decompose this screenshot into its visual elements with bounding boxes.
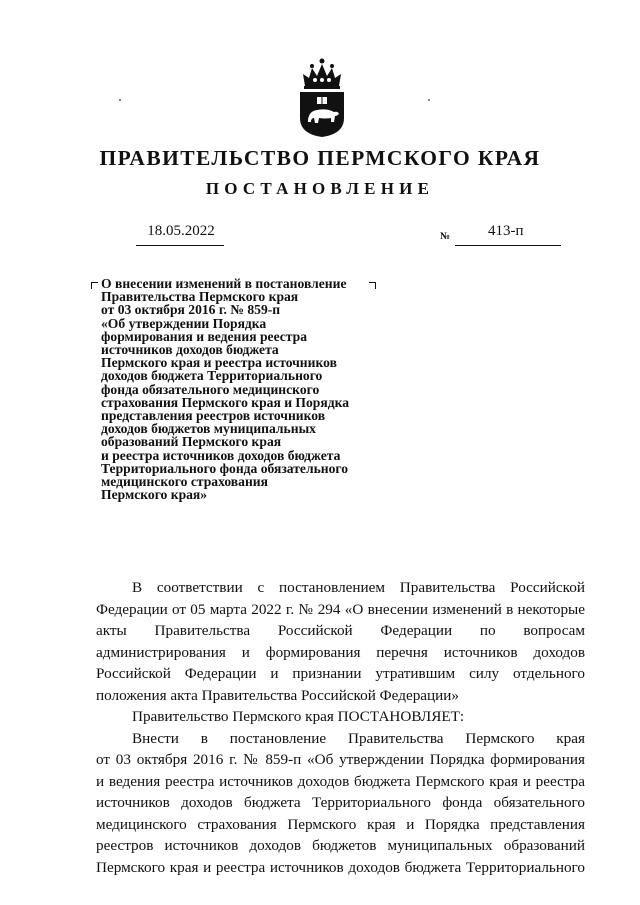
body-line: источников доходов бюджета Территориального фонда обязательного xyxy=(96,794,585,811)
subject-line: страхования Пермского края и Порядка xyxy=(101,394,350,410)
document-subject xyxy=(101,277,391,501)
body-line: администрирования и формирования перечня источников доходов xyxy=(96,643,585,661)
body-line: Пермского края и реестра источников доходов бюджета Территориального xyxy=(96,858,585,876)
body-line: положения акта Правительства Российской Федерации» xyxy=(96,686,460,704)
subject-line: фонда обязательного медицинского xyxy=(101,381,320,397)
date-underline xyxy=(136,245,224,246)
scan-speck xyxy=(428,99,430,101)
scan-speck xyxy=(119,99,121,101)
perm-krai-coat-of-arms-icon xyxy=(297,56,347,138)
subject-line: медицинского страхования xyxy=(101,474,268,490)
subject-line: источников доходов бюджета xyxy=(101,342,279,358)
body-line: Правительство Пермского края ПОСТАНОВЛЯЕТ: xyxy=(132,708,465,725)
subject-line: Пермского края и реестра источников xyxy=(101,355,337,371)
body-line: акты Правительства Российской Федерации по вопросам xyxy=(96,622,585,639)
number-underline xyxy=(455,245,561,246)
subject-line: формирования и ведения реестра xyxy=(101,328,308,344)
subject-line: доходов бюджетов муниципальных xyxy=(101,421,316,437)
subject-line: Правительства Пермского края xyxy=(101,289,299,305)
body-line: Внести в постановление Правительства Пермского края xyxy=(132,729,585,747)
subject-line: доходов бюджета Территориального xyxy=(101,368,323,384)
subject-line: представления реестров источников xyxy=(101,408,326,424)
body-line: Российской Федерации и признании утратившим силу отдельного xyxy=(96,665,585,682)
body-line: реестров источников доходов бюджетов муниципальных образований xyxy=(96,837,585,854)
body-line: В соответствии с постановлением Правительства Российской xyxy=(132,579,585,596)
body-line: от 03 октября 2016 г. № 859-п «Об утверждении Порядка формирования xyxy=(96,751,585,768)
subject-bracket-left xyxy=(91,282,98,289)
subject-line: «Об утверждении Порядка xyxy=(101,315,267,331)
subject-line: образований Пермского края xyxy=(101,434,282,450)
document-type-title: ПОСТАНОВЛЕНИЕ xyxy=(205,179,435,198)
document-date: 18.05.2022 xyxy=(147,223,215,239)
subject-line: Пермского края» xyxy=(101,487,208,503)
body-line: и ведения реестра источников доходов бюджета Пермского края и реестра xyxy=(96,772,585,790)
subject-line: и реестра источников доходов бюджета xyxy=(101,447,341,463)
body-line: Федерации от 05 марта 2022 г. № 294 «О внесении изменений в некоторые xyxy=(96,600,585,618)
document-number: 413-п xyxy=(488,223,524,239)
subject-line: Территориального фонда обязательного xyxy=(101,460,349,476)
number-sign: № xyxy=(440,231,451,242)
government-title: ПРАВИТЕЛЬСТВО ПЕРМСКОГО КРАЯ xyxy=(99,146,541,170)
body-line: медицинского страхования Пермского края и Порядка представления xyxy=(96,815,585,833)
subject-line: О внесении изменений в постановление xyxy=(101,276,347,291)
subject-line: от 03 октября 2016 г. № 859-п xyxy=(101,302,281,318)
document-body xyxy=(96,577,585,878)
